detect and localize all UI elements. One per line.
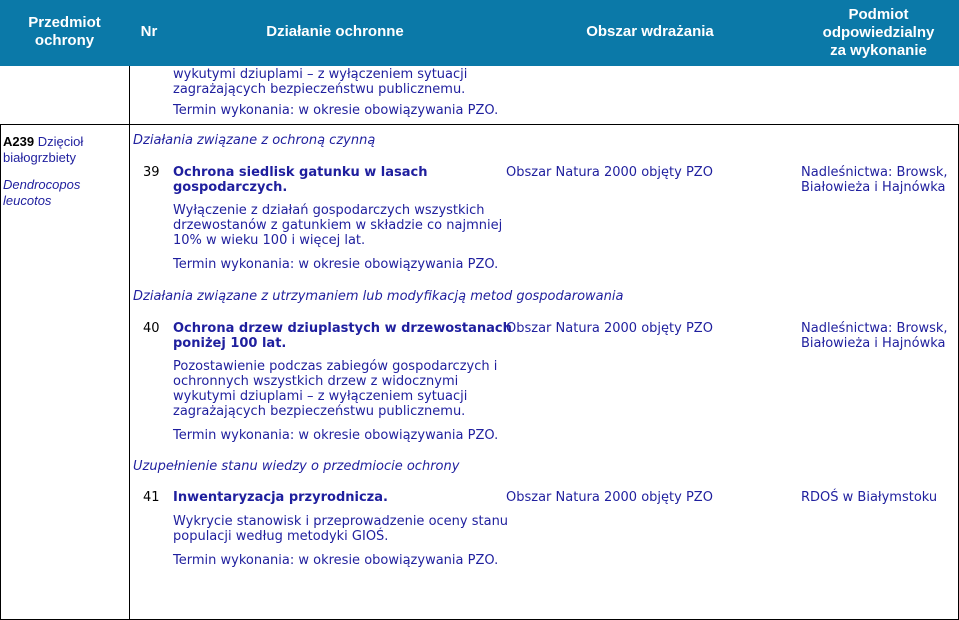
group-heading-methods: Działania związane z utrzymaniem lub modyfikacją metod gospodarowania xyxy=(133,289,624,304)
row-responsible: Nadleśnictwa: Browsk, xyxy=(801,165,948,180)
row-area: Obszar Natura 2000 objęty PZO xyxy=(506,490,713,505)
row-desc-line: wykutymi dziuplami – z wyłączeniem sytuacji xyxy=(173,389,468,404)
header-nr: Nr xyxy=(140,23,158,40)
row-desc-line: Pozostawienie podczas zabiegów gospodarczych i xyxy=(173,359,498,374)
group-heading-knowledge: Uzupełnienie stanu wiedzy o przedmiocie ochrony xyxy=(133,459,460,474)
top-row-term: Termin wykonania: w okresie obowiązywania PZO. xyxy=(173,103,499,118)
row-desc-line: 10% w wieku 100 i więcej lat. xyxy=(173,233,366,248)
species-code: A239 xyxy=(3,134,35,149)
table-header xyxy=(0,0,959,66)
row-desc-line: populacji według metodyki GIOŚ. xyxy=(173,529,389,544)
grid-line xyxy=(0,124,1,620)
row-title-cont: gospodarczych. xyxy=(173,180,288,195)
row-desc-line: Wykrycie stanowisk i przeprowadzenie oceny stanu xyxy=(173,514,509,529)
header-area: Obszar wdrażania xyxy=(586,23,714,40)
row-title: Ochrona drzew dziuplastych w drzewostanach xyxy=(173,321,512,336)
grid-line xyxy=(129,66,130,620)
row-area: Obszar Natura 2000 objęty PZO xyxy=(506,165,713,180)
row-area: Obszar Natura 2000 objęty PZO xyxy=(506,321,713,336)
grid-line xyxy=(0,124,959,125)
row-title: Inwentaryzacja przyrodnicza. xyxy=(173,490,388,505)
row-desc-line: ochronnych wszystkich drzew z widocznymi xyxy=(173,374,459,389)
header-species: Przedmiot ochrony xyxy=(28,14,101,49)
header-action: Działanie ochronne xyxy=(266,23,404,40)
row-term: Termin wykonania: w okresie obowiązywania PZO. xyxy=(173,553,499,568)
row-title-cont: poniżej 100 lat. xyxy=(173,336,287,351)
row-nr: 41 xyxy=(143,490,160,505)
row-term: Termin wykonania: w okresie obowiązywania PZO. xyxy=(173,257,499,272)
row-responsible-cont: Białowieża i Hajnówka xyxy=(801,336,946,351)
row-responsible-cont: Białowieża i Hajnówka xyxy=(801,180,946,195)
row-term: Termin wykonania: w okresie obowiązywania PZO. xyxy=(173,428,499,443)
species-latin: Dendrocopos leucotos xyxy=(3,177,81,208)
top-row-line-2: zagrażających bezpieczeństwu publicznemu. xyxy=(173,82,466,97)
row-responsible: Nadleśnictwa: Browsk, xyxy=(801,321,948,336)
row-responsible: RDOŚ w Białymstoku xyxy=(801,490,938,505)
top-row-line-1: wykutymi dziuplami – z wyłączeniem sytuacji xyxy=(173,67,468,82)
group-heading-active: Działania związane z ochroną czynną xyxy=(133,133,376,148)
row-title: Ochrona siedlisk gatunku w lasach xyxy=(173,165,428,180)
row-desc-line: Wyłączenie z działań gospodarczych wszystkich xyxy=(173,203,485,218)
header-responsible: Podmiot odpowiedzialny za wykonanie xyxy=(822,6,935,59)
row-desc-line: drzewostanów z gatunkiem w składzie co najmniej xyxy=(173,218,503,233)
row-nr: 39 xyxy=(143,165,160,180)
row-desc-line: zagrażających bezpieczeństwu publicznemu. xyxy=(173,404,466,419)
row-nr: 40 xyxy=(143,321,160,336)
species-name: A239 Dzięcioł białogrzbiety xyxy=(3,134,84,165)
